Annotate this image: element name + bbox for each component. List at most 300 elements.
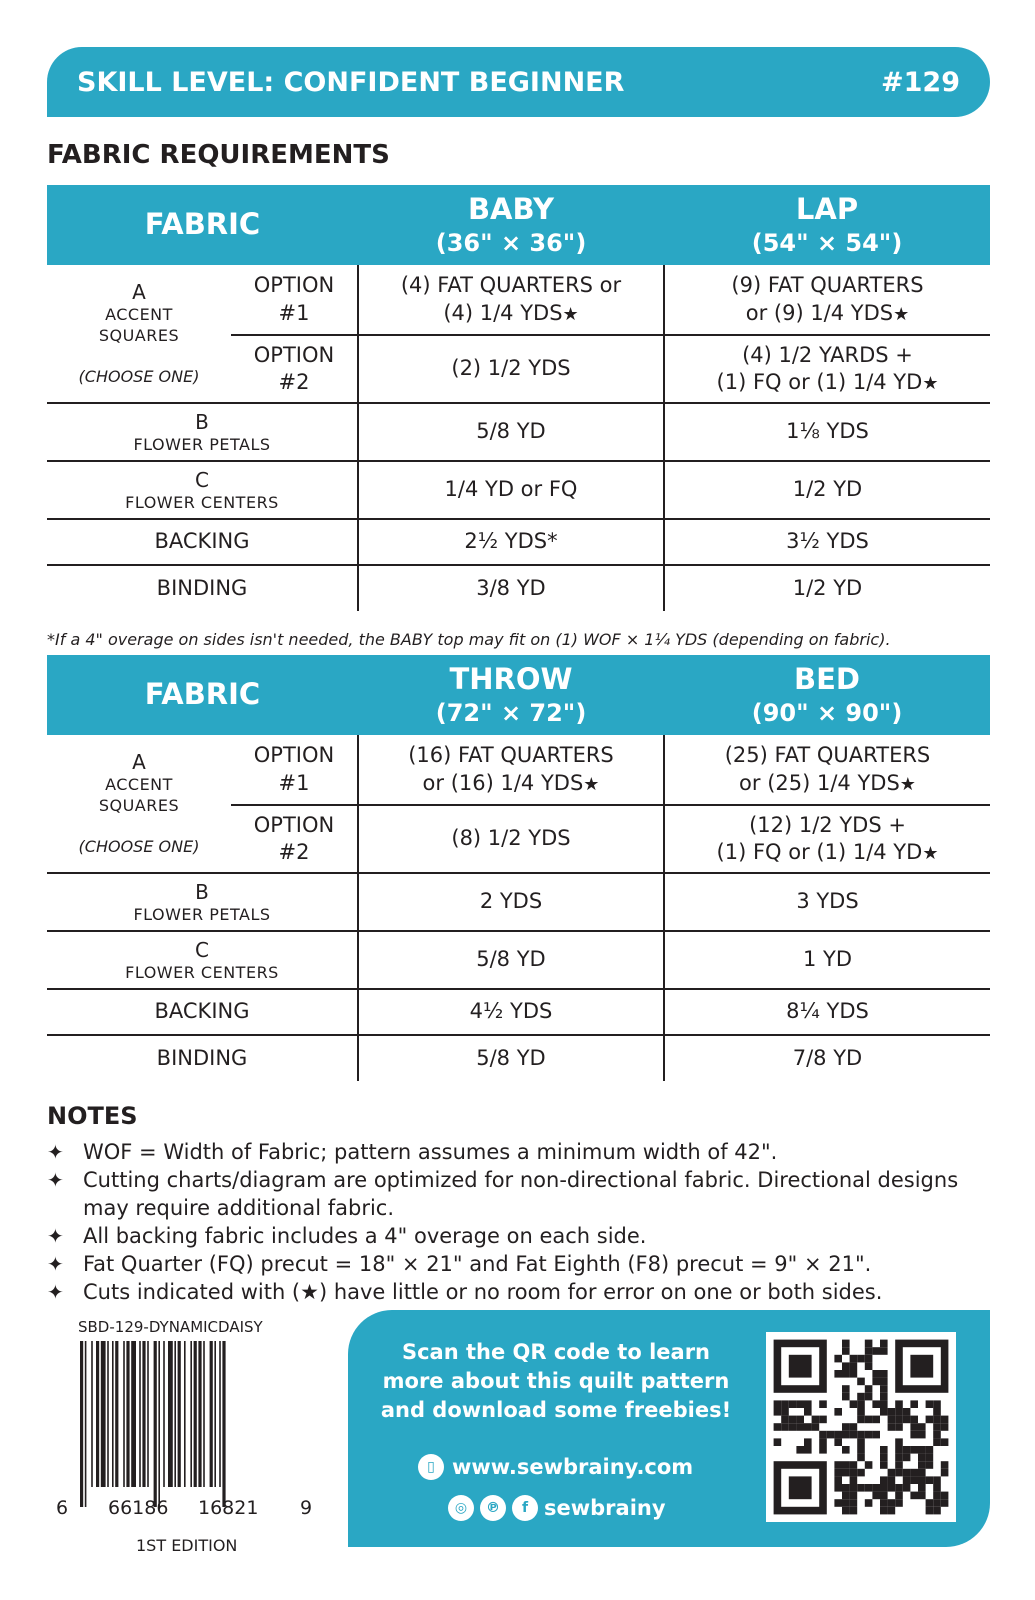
option-1-label: OPTION #1 [231,735,358,805]
qr-module [834,1355,842,1363]
qr-module [941,1492,949,1500]
qr-module [903,1446,911,1454]
qr-module [910,1476,918,1484]
qr-module [903,1454,911,1462]
qr-module [918,1476,926,1484]
qr-module [933,1416,941,1424]
barcode-bar [190,1341,192,1487]
qr-module [827,1431,835,1439]
qr-module [895,1408,903,1416]
qr-module [842,1469,850,1477]
qr-module [880,1385,888,1393]
qr-module [865,1431,873,1439]
barcode-bar [219,1341,221,1487]
pinterest-icon: ℗ [480,1495,506,1521]
promo-text: Scan the QR code to learn more about this quilt pattern and download some freebies! [380,1340,732,1422]
cell-c-lap: 1/2 YD [664,461,990,519]
cross-star-bullet-icon: ✦ [47,1140,64,1164]
barcode-bar [158,1341,160,1507]
qr-module [857,1469,865,1477]
fabric-b-label: B FLOWER PETALS [47,403,358,461]
qr-module [933,1400,941,1408]
star-icon: ★ [922,843,939,864]
qr-module [880,1461,888,1469]
qr-module [857,1355,865,1363]
qr-module [880,1492,888,1500]
qr-module [850,1362,858,1370]
qr-module [842,1446,850,1454]
star-icon: ★ [922,373,939,394]
qr-module [880,1393,888,1401]
qr-module [842,1347,850,1355]
qr-module [880,1378,888,1386]
qr-module [918,1446,926,1454]
qr-module [933,1484,941,1492]
qr-module [834,1438,842,1446]
barcode-bar [139,1341,141,1487]
qr-module [804,1438,812,1446]
qr-module [850,1476,858,1484]
qr-module [933,1408,941,1416]
qr-module [903,1484,911,1492]
qr-module [842,1499,850,1507]
qr-module [895,1484,903,1492]
cell-b-lap: 1⅛ YDS [664,403,990,461]
star-icon: ★ [893,303,910,325]
qr-module [804,1423,812,1431]
qr-module [804,1400,812,1408]
qr-module [888,1484,896,1492]
qr-module [819,1400,827,1408]
list-item: ✦ Fat Quarter (FQ) precut = 18" × 21" and Fat Eighth (F8) precut = 9" × 21". [47,1252,872,1276]
barcode-bar [168,1341,173,1487]
qr-module [865,1385,873,1393]
qr-module [895,1446,903,1454]
list-item: ✦ Cutting charts/diagram are optimized for non-directional fabric. Directional designs may require additional fabric. [47,1168,959,1220]
qr-module [895,1454,903,1462]
qr-module [941,1499,949,1507]
barcode-bar [203,1341,205,1487]
barcode-bar [123,1341,125,1487]
qr-module [834,1408,842,1416]
qr-module [872,1378,880,1386]
qr-module [933,1438,941,1446]
qr-module [789,1355,812,1378]
list-item: ✦ All backing fabric includes a 4" overage on each side. [47,1224,647,1248]
cell-binding-bed: 7/8 YD [664,1035,990,1081]
list-item: ✦ Cuts indicated with (★) have little or no room for error on one or both sides. [47,1280,883,1304]
fabric-a-label: A ACCENT SQUARES (CHOOSE ONE) [47,735,231,873]
qr-module [880,1347,888,1355]
qr-module [880,1408,888,1416]
qr-module [842,1362,850,1370]
size-header-baby: BABY (36" × 36") [358,185,664,265]
qr-module [918,1454,926,1462]
promo-box [348,1310,990,1547]
qr-module [941,1469,949,1477]
option-2-label: OPTION #2 [231,335,358,403]
barcode-bar [96,1341,99,1487]
qr-module [933,1492,941,1500]
cell-b-baby: 5/8 YD [358,403,664,461]
size-header-bed: BED (90" × 90") [664,655,990,735]
qr-module [834,1476,842,1484]
qr-module [812,1416,820,1424]
qr-module [774,1438,782,1446]
qr-module [850,1423,858,1431]
qr-module [910,1469,918,1477]
qr-module [895,1461,903,1469]
barcode [76,1341,294,1513]
cell-a2-throw: (8) 1/2 YDS [358,805,664,873]
cell-a1-lap: (9) FAT QUARTERS or (9) 1/4 YDS★ [664,265,990,335]
qr-module [888,1476,896,1484]
cell-backing-baby: 2½ YDS* [358,519,664,565]
qr-module [842,1393,850,1401]
qr-module [842,1385,850,1393]
fabric-c-label: C FLOWER CENTERS [47,461,358,519]
qr-module [926,1416,934,1424]
qr-module [895,1499,903,1507]
qr-module [895,1492,903,1500]
option-2-label: OPTION #2 [231,805,358,873]
notes-title: NOTES [47,1102,138,1130]
qr-module [819,1416,827,1424]
barcode-bar [107,1341,109,1487]
qr-module [872,1347,880,1355]
qr-module [774,1423,782,1431]
section-title: FABRIC REQUIREMENTS [47,140,390,170]
cell-backing-throw: 4½ YDS [358,989,664,1035]
qr-module [910,1400,918,1408]
qr-module [910,1416,918,1424]
qr-module [918,1484,926,1492]
qr-module [933,1499,941,1507]
qr-module [865,1461,873,1469]
qr-module [872,1400,880,1408]
facebook-icon: f [512,1495,538,1521]
qr-module [880,1484,888,1492]
barcode-bar [85,1341,87,1507]
qr-module [918,1469,926,1477]
qr-module [926,1400,934,1408]
qr-module [812,1423,820,1431]
qr-module [850,1355,858,1363]
qr-module [834,1499,842,1507]
qr-module [903,1476,911,1484]
qr-code[interactable] [766,1332,956,1522]
barcode-digit-first: 6 [56,1497,69,1519]
qr-module [895,1400,903,1408]
qr-module [872,1416,880,1424]
social-handle[interactable]: ◎ ℗ f sewbrainy [448,1495,666,1521]
barcode-bar [184,1341,186,1487]
edition: 1ST EDITION [136,1536,238,1555]
qr-module [888,1507,896,1515]
qr-module [834,1484,842,1492]
pattern-number: #129 [881,66,960,98]
cell-a2-bed: (12) 1/2 YDS + (1) FQ or (1) 1/4 YD★ [664,805,990,873]
qr-module [926,1461,934,1469]
qr-module [865,1393,873,1401]
qr-module [872,1484,880,1492]
qr-module [850,1431,858,1439]
qr-module [895,1438,903,1446]
star-icon: ★ [562,303,579,325]
qr-module [895,1469,903,1477]
barcode-bar [178,1341,181,1487]
qr-module [842,1507,850,1515]
cross-star-bullet-icon: ✦ [47,1252,64,1276]
qr-module [926,1499,934,1507]
qr-module [857,1416,865,1424]
barcode-bar [174,1341,176,1487]
qr-module [880,1476,888,1484]
qr-module [834,1370,842,1378]
qr-module [842,1340,850,1348]
cell-binding-throw: 5/8 YD [358,1035,664,1081]
qr-module [880,1400,888,1408]
cell-backing-lap: 3½ YDS [664,519,990,565]
qr-module [926,1507,934,1515]
qr-module [842,1431,850,1439]
qr-module [903,1416,911,1424]
fabric-table-baby-lap [47,185,990,611]
option-1-label: OPTION #1 [231,265,358,335]
qr-module [910,1355,933,1378]
sku-code: SBD-129-DYNAMICDAISY [78,1318,263,1336]
barcode-digit-last: 9 [300,1497,313,1519]
qr-module [880,1446,888,1454]
qr-module [933,1476,941,1484]
qr-module [903,1469,911,1477]
cell-c-baby: 1/4 YD or FQ [358,461,664,519]
qr-module [781,1400,789,1408]
cell-binding-lap: 1/2 YD [664,565,990,611]
qr-module [865,1340,873,1348]
qr-module [850,1370,858,1378]
fabric-header: FABRIC [47,655,358,735]
footnote: *If a 4" overage on sides isn't needed, the BABY top may fit on (1) WOF × 1¼ YDS (depending on fabric). [47,630,891,649]
barcode-bar [154,1341,157,1507]
qr-module [850,1461,858,1469]
qr-module [872,1492,880,1500]
qr-module [865,1347,873,1355]
qr-module [850,1400,858,1408]
qr-module [857,1408,865,1416]
barcode-bar [210,1341,213,1487]
barcode-bar [101,1341,106,1487]
qr-module [774,1408,782,1416]
qr-module [926,1446,934,1454]
qr-module [789,1416,797,1424]
fabric-c-label: C FLOWER CENTERS [47,931,358,989]
fabric-table-throw-bed [47,655,990,1081]
qr-module [857,1393,865,1401]
qr-module [880,1507,888,1515]
qr-module [918,1461,926,1469]
backing-label: BACKING [47,519,358,565]
qr-module [880,1499,888,1507]
cross-star-bullet-icon: ✦ [47,1280,64,1304]
qr-module [888,1423,896,1431]
barcode-bar [112,1341,114,1487]
qr-module [888,1416,896,1424]
qr-module [789,1400,797,1408]
size-header-throw: THROW (72" × 72") [358,655,664,735]
cell-a1-baby: (4) FAT QUARTERS or (4) 1/4 YDS★ [358,265,664,335]
barcode-bar [147,1341,149,1487]
qr-module [941,1416,949,1424]
qr-module [865,1362,873,1370]
cross-star-bullet-icon: ✦ [47,1168,64,1192]
qr-module [895,1423,903,1431]
qr-module [804,1408,812,1416]
qr-module [895,1416,903,1424]
qr-module [834,1469,842,1477]
qr-module [933,1431,941,1439]
qr-module [865,1355,873,1363]
qr-module [796,1416,804,1424]
star-icon: ★ [583,773,600,795]
qr-module [857,1378,865,1386]
barcode-bar [115,1341,118,1487]
cell-a1-throw: (16) FAT QUARTERS or (16) 1/4 YDS★ [358,735,664,805]
barcode-bar [214,1341,216,1487]
cell-b-throw: 2 YDS [358,873,664,931]
barcode-bar [163,1341,165,1487]
barcode-group-2: 16821 [198,1497,259,1519]
cell-a2-lap: (4) 1/2 YARDS + (1) FQ or (1) 1/4 YD★ [664,335,990,403]
backing-label: BACKING [47,989,358,1035]
qr-module [888,1408,896,1416]
qr-module [918,1492,926,1500]
qr-module [933,1423,941,1431]
binding-label: BINDING [156,575,248,600]
cell-c-throw: 5/8 YD [358,931,664,989]
cell-c-bed: 1 YD [664,931,990,989]
qr-module [857,1446,865,1454]
fabric-b-label: B FLOWER PETALS [47,873,358,931]
barcode-bar [222,1341,225,1507]
qr-module [842,1461,850,1469]
qr-module [857,1400,865,1408]
qr-module [888,1469,896,1477]
qr-module [796,1400,804,1408]
barcode-bar [126,1341,129,1487]
barcode-bar [91,1341,93,1487]
qr-module [872,1370,880,1378]
qr-module [781,1408,789,1416]
qr-module [910,1446,918,1454]
qr-module [880,1340,888,1348]
qr-module [850,1499,858,1507]
qr-module [888,1499,896,1507]
qr-module [834,1461,842,1469]
barcode-bar [142,1341,145,1487]
website-link[interactable]: ▯ www.sewbrainy.com [418,1454,693,1480]
skill-level: SKILL LEVEL: CONFIDENT BEGINNER [77,66,625,98]
barcode-bar [80,1341,83,1507]
qr-module [804,1446,812,1454]
barcode-bar [194,1341,197,1487]
qr-module [842,1484,850,1492]
cell-b-bed: 3 YDS [664,873,990,931]
qr-module [857,1438,865,1446]
barcode-bar [131,1341,136,1487]
qr-module [842,1370,850,1378]
qr-module [842,1423,850,1431]
qr-module [918,1431,926,1439]
phone-icon: ▯ [418,1454,444,1480]
qr-module [781,1423,789,1431]
cross-star-bullet-icon: ✦ [47,1224,64,1248]
star-icon: ★ [899,773,916,795]
qr-module [819,1446,827,1454]
qr-module [865,1416,873,1424]
qr-module [796,1446,804,1454]
barcode-bar [198,1341,201,1487]
size-header-lap: LAP (54" × 54") [664,185,990,265]
notes-list [47,1138,987,1306]
cell-binding-baby: 3/8 YD [358,565,664,611]
qr-module [872,1431,880,1439]
qr-module [850,1469,858,1477]
qr-module [850,1484,858,1492]
qr-module [789,1423,797,1431]
skill-level-banner [47,47,990,117]
qr-module [880,1370,888,1378]
cell-a2-baby: (2) 1/2 YDS [358,335,664,403]
qr-module [865,1499,873,1507]
instagram-icon: ◎ [448,1495,474,1521]
qr-module [796,1423,804,1431]
qr-module [774,1400,782,1408]
cell-backing-bed: 8¼ YDS [664,989,990,1035]
list-item: ✦ WOF = Width of Fabric; pattern assumes a minimum width of 42". [47,1140,778,1164]
qr-module [865,1484,873,1492]
fabric-header: FABRIC [47,185,358,265]
qr-module [842,1492,850,1500]
qr-module [834,1431,842,1439]
barcode-group-1: 66186 [108,1497,169,1519]
qr-module [789,1476,812,1499]
fabric-a-label: A ACCENT SQUARES (CHOOSE ONE) [47,265,231,403]
qr-module [819,1431,827,1439]
qr-module [857,1484,865,1492]
qr-module [850,1492,858,1500]
qr-module [918,1423,926,1431]
qr-module [941,1461,949,1469]
qr-module [903,1408,911,1416]
qr-module [857,1431,865,1439]
qr-module [850,1507,858,1515]
qr-module [910,1431,918,1439]
qr-module [926,1454,934,1462]
qr-module [880,1454,888,1462]
qr-module [941,1438,949,1446]
qr-module [941,1423,949,1431]
qr-module [933,1507,941,1515]
qr-module [819,1438,827,1446]
qr-module [781,1416,789,1424]
qr-module [926,1476,934,1484]
qr-module [857,1454,865,1462]
binding-label: BINDING [156,1045,248,1070]
qr-module [910,1492,918,1500]
qr-module [910,1423,918,1431]
cell-a1-bed: (25) FAT QUARTERS or (25) 1/4 YDS★ [664,735,990,805]
